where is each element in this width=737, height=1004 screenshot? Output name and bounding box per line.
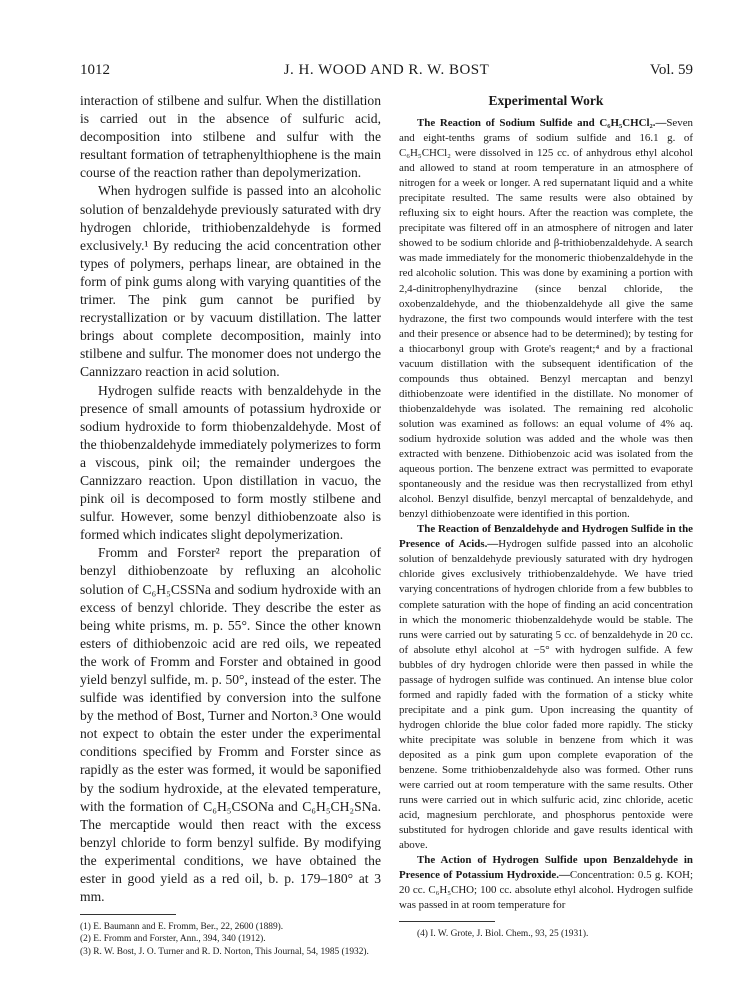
paragraph: interaction of stilbene and sulfur. When the distillation is carried out in the absence of sulfuric acid, decomposition into stilbene and sulfur with the resultant formation of tetraphenylthiophene is the main course of the reaction rather than depolymerization. (80, 93, 381, 181)
paragraph (399, 522, 693, 853)
paragraph: When hydrogen sulfide is passed into an alcoholic solution of benzaldehyde previously saturated with dry hydrogen chloride, trithiobenzaldehyde is formed exclusively.¹ By reducing the acid concentration other types of polymers, perhaps linear, are obtained in the form of pink gums along with varying quantities of the trimer. The pink gum cannot be purified by recrystallization or by vacuum distillation. The latter brings about complete decomposition, mainly into stilbene and sulfur. The monomer does not undergo the Cannizzaro reaction in acid solution. (80, 183, 381, 380)
running-header (80, 62, 693, 82)
paragraph-text: Concentration: 0.5 g. KOH; 20 cc. C₆H₅CHO; 100 cc. absolute ethyl alcohol. Hydrogen sulfide was passed in at room temperature for (399, 869, 693, 912)
paragraph-text: Seven and eight-tenths grams of sodium sulfide and 16.1 g. of C₆H₅CHCl₂ were dissolved in 125 cc. of anhydrous ethyl alcohol and allowed to stand at room temperature in an atmosphere of nitrogen for a week or longer. A red supernatant liquid and a white precipitate resulted. The same results were also obtained by refluxing six to eight hours. After the reaction was complete, the precipitate was filtered off in an atmosphere of nitrogen and later showed to be sodium chloride and β-trithiobenzaldehyde. A search was made immediately for the monomeric thiobenzaldehyde in the red alcoholic solution. This was done by examining a portion with 2,4-dinitrophenylhydrazine (since benzal chloride, the oxobenzaldehyde, and the thiobenzaldehyde all give the same hydrazone, the first two compounds would interfere with the test and their presence or absence had to be determined); by testing for a thiocarbonyl group with Grote's reagent;⁴ and by a fractional vacuum distillation with the subsequent identification of the compounds thus obtained. Benzyl mercaptan and benzyl dithiobenzoate were identified in the distillate. No monomer of thiobenzaldehyde was isolated. The remaining red alcoholic solution was examined as follows: an equal volume of 4% aq. sodium hydroxide solution was added and the whole was then extracted with benzene. Dithiobenzoic acid was isolated from the aqueous portion. The benzene extract was permitted to evaporate spontaneously and the residue was then recrystallized from ethyl alcohol. Benzyl disulfide, benzyl mercaptal of benzaldehyde, and benzyl dithiobenzoate were identified in this portion. (399, 117, 693, 521)
subsection-heading: The Action of Hydrogen Sulfide upon Benzaldehyde in Presence of Potassium Hydroxide.— (399, 854, 693, 882)
running-head-authors: J. H. WOOD AND R. W. BOST (283, 62, 490, 78)
footnote: (2) E. Fromm and Forster, Ann., 394, 340 (1912). (80, 934, 266, 945)
footnote: (1) E. Baumann and E. Fromm, Ber., 22, 2600 (1889). (80, 922, 284, 933)
section-title: Experimental Work (488, 93, 604, 108)
footnote-divider (80, 914, 176, 915)
left-column (80, 92, 381, 958)
volume-label: Vol. 59 (649, 62, 693, 78)
paragraph: Hydrogen sulfide reacts with benzaldehyde in the presence of small amounts of potassium hydroxide or sodium hydroxide to form thiobenzaldehyde. Most of the thiobenzaldehyde immediately polymerizes to form a viscous, pink oil; the remainder undergoes the Cannizzaro reaction. Upon distillation in vacuo, the pink oil is decomposed to form mostly stilbene and sulfur. However, some benzyl dithiobenzoate also is formed which indicates slight depolymerization. (80, 382, 381, 543)
page-number: 1012 (80, 62, 110, 78)
paragraph (399, 853, 693, 913)
footnote-divider (399, 921, 495, 922)
subsection-heading: The Reaction of Benzaldehyde and Hydrogen Sulfide in the Presence of Acids.— (399, 523, 693, 551)
paragraph: Fromm and Forster² report the preparation of benzyl dithiobenzoate by refluxing an alcoholic solution of C₆H₅CSSNa and sodium hydroxide with an excess of benzyl chloride. They describe the ester as being white prisms, m. p. 55°. Since the other known esters of dithiobenzoic acid are red oils, we repeated the work of Fromm and Forster and obtained in good yield benzyl sulfide, m. p. 50°, instead of the ester. The sulfide was identified by conversion into the sulfone by the method of Bost, Turner and Norton.³ One would not expect to obtain the ester under the experimental conditions specified by Fromm and Forster since as rapidly as the ester was formed, it would be saponified by the sodium hydroxide, at the elevated temperature, with the formation of C₆H₅CSONa and C₆H₅CH₂SNa. The mercaptide would then react with the excess benzyl chloride to form benzyl sulfide. By modifying the experimental conditions, we have obtained the ester in good yield as a red oil, b. p. 179–180° at 3 mm. (80, 545, 381, 905)
paragraph (399, 116, 693, 522)
footnote: (4) I. W. Grote, J. Biol. Chem., 93, 25 (1931). (417, 929, 589, 940)
footnote: (3) R. W. Bost, J. O. Turner and R. D. Norton, This Journal, 54, 1985 (1932). (80, 946, 369, 957)
subsection-heading: The Reaction of Sodium Sulfide and C₆H₅CHCl₂.— (417, 117, 667, 129)
paragraph-text: Hydrogen sulfide passed into an alcoholic solution of benzaldehyde previously saturated with dry hydrogen chloride gives exclusively trithiobenzaldehyde. We have tried varying concentrations of hydrogen chloride from a few bubbles to complete saturation with the hope of finding an acid concentration in which the monomeric thiobenzaldehyde would be stable. The runs were carried out by saturating 5 cc. of benzaldehyde in 20 cc. of absolute ethyl alcohol at −5° with hydrogen sulfide. A few bubbles of dry hydrogen chloride were then passed in while the passage of hydrogen sulfide was continued. An intense blue color formed and rapidly faded with the formation of a sticky white precipitate and a pink gum. Upon increasing the quantity of hydrogen chloride the blue color faded more rapidly. The sticky white precipitate was soluble in benzene from which it was deposited as a pink gum upon complete evaporation of the benzene. Some trithiobenzaldehyde also was formed. Other runs were carried out at room temperature with the same results. Other runs were carried out in which sulfuric acid, zinc chloride, acetic acid, magnesium perchlorate, and phosphorus pentoxide were substituted for hydrogen chloride and gave results identical with above. (399, 538, 693, 852)
right-column (399, 92, 693, 940)
